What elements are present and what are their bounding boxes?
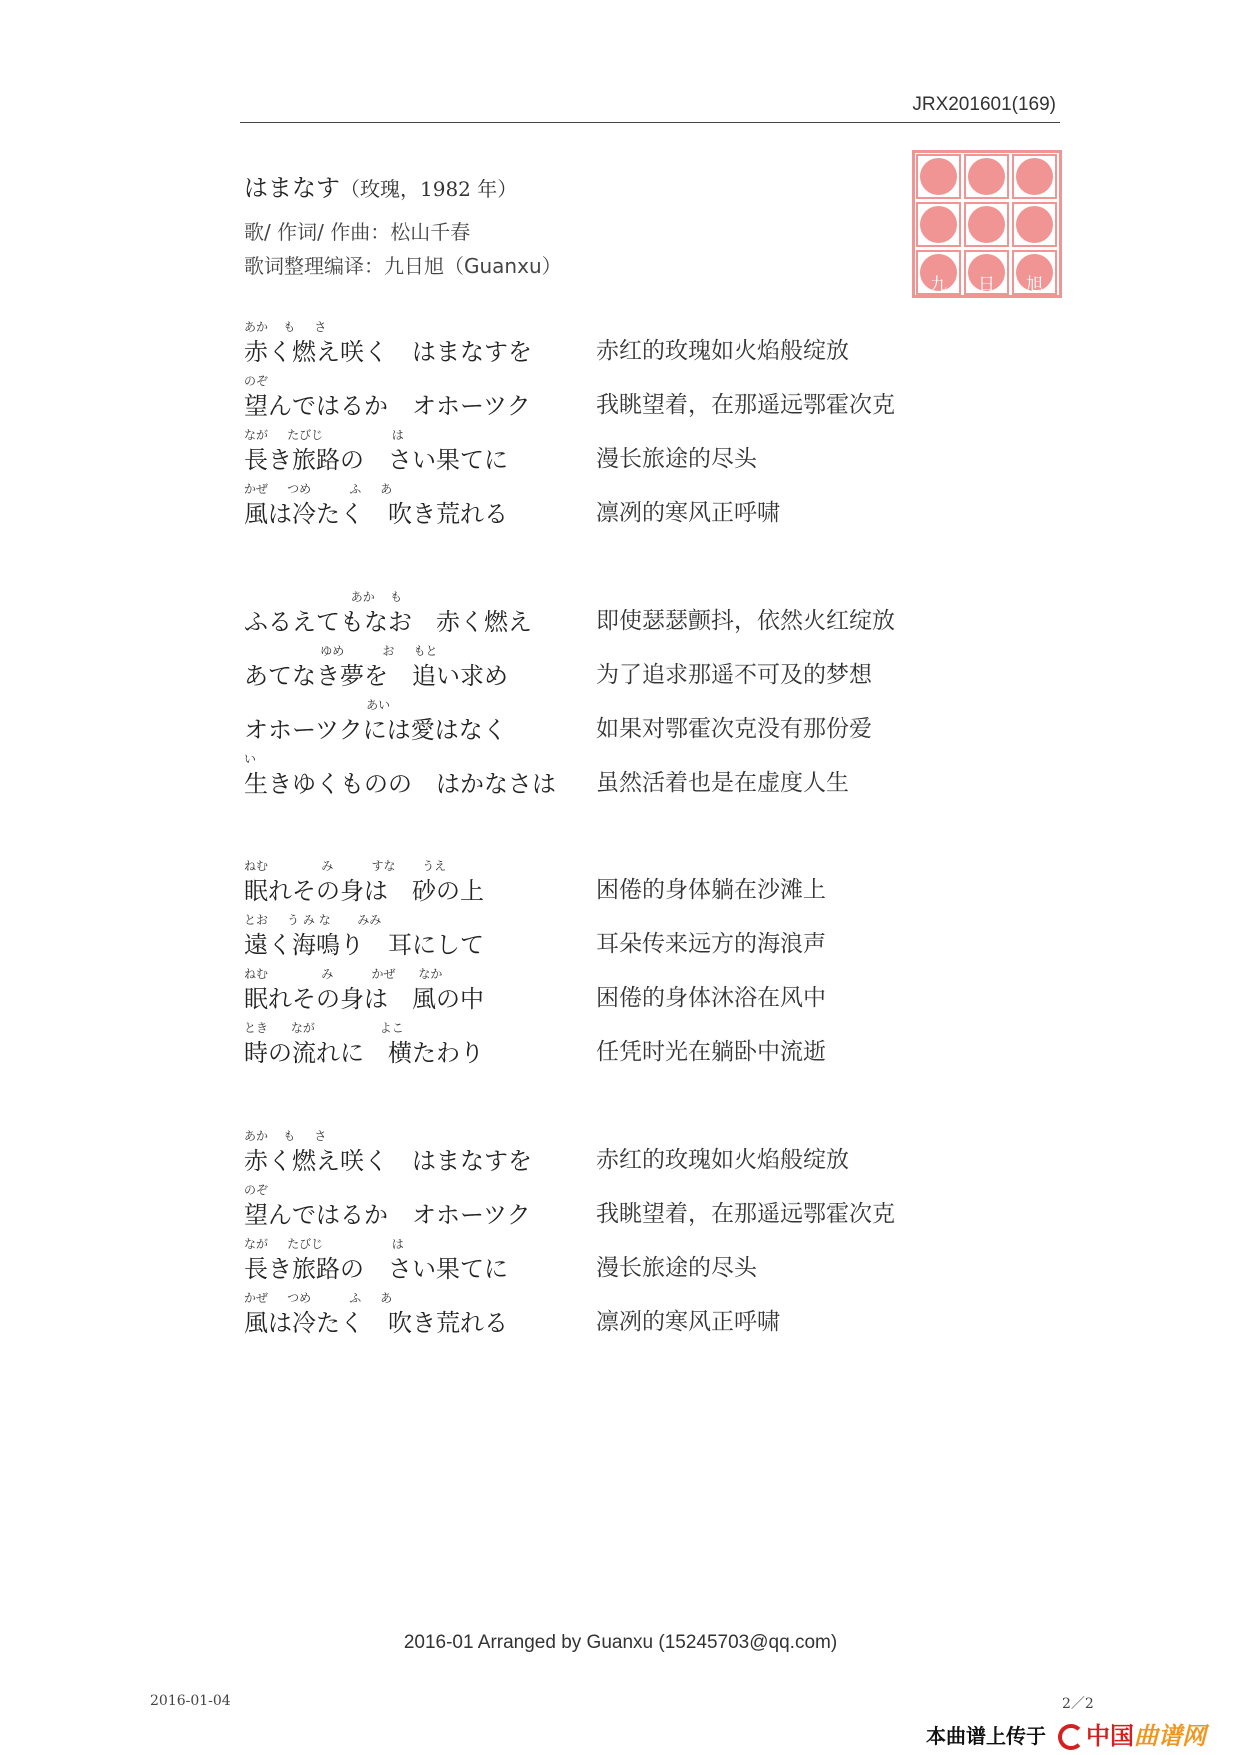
furigana: のぞ bbox=[244, 1183, 269, 1197]
lyric-line bbox=[244, 484, 984, 538]
furigana: あか も bbox=[244, 590, 403, 604]
lyric-japanese: 遠く海鳴り 耳にして bbox=[244, 931, 484, 959]
seal-cell bbox=[964, 154, 1009, 199]
furigana: あか も さ bbox=[244, 1129, 327, 1143]
seal-dot bbox=[1016, 158, 1053, 195]
lyric-line bbox=[244, 1185, 984, 1239]
lyric-japanese: オホーツクには愛はなく bbox=[244, 716, 507, 744]
lyric-line bbox=[244, 700, 984, 754]
lyric-japanese: 風は冷たく 吹き荒れる bbox=[244, 1309, 508, 1337]
furigana: あか も さ bbox=[244, 320, 327, 334]
seal-char: 日 bbox=[978, 275, 995, 295]
lyric-chinese: 耳朵传来远方的海浪声 bbox=[596, 931, 826, 957]
seal-cell bbox=[964, 250, 1009, 295]
furigana: なが たびじ は bbox=[244, 428, 404, 442]
furigana: あい bbox=[244, 698, 391, 712]
song-title-text: はまなす bbox=[244, 174, 340, 202]
furigana: ゆめ お もと bbox=[244, 644, 438, 658]
lyric-line bbox=[244, 1023, 984, 1077]
site-logo-icon bbox=[1058, 1724, 1084, 1750]
lyric-chinese: 即使瑟瑟颤抖，依然火红绽放 bbox=[596, 608, 895, 634]
seal-cell bbox=[916, 250, 961, 295]
lyric-japanese: 望んではるか オホーツク bbox=[244, 1201, 531, 1229]
lyric-line bbox=[244, 754, 984, 808]
lyric-japanese: 望んではるか オホーツク bbox=[244, 392, 531, 420]
furigana: かぜ つめ ふ あ bbox=[244, 482, 393, 496]
seal-cell bbox=[916, 202, 961, 247]
page-number: 2／2 bbox=[1062, 1696, 1094, 1712]
lyric-line bbox=[244, 1293, 984, 1347]
lyric-chinese: 困倦的身体躺在沙滩上 bbox=[596, 877, 826, 903]
furigana: い bbox=[244, 752, 257, 766]
lyric-chinese: 任凭时光在躺卧中流逝 bbox=[596, 1039, 826, 1065]
lyric-japanese: 生きゆくものの はかなさは bbox=[244, 770, 556, 798]
lyric-chinese: 我眺望着，在那遥远鄂霍次克 bbox=[596, 1201, 895, 1227]
credit-singer: 歌/ 作词/ 作曲：松山千春 bbox=[244, 220, 471, 244]
lyric-line bbox=[244, 322, 984, 376]
seal-dot bbox=[920, 206, 957, 243]
seal-cell bbox=[1012, 202, 1057, 247]
lyric-japanese: 眠れその身は 砂の上 bbox=[244, 877, 484, 905]
stanza-2 bbox=[244, 592, 984, 808]
arranged-by: 2016-01 Arranged by Guanxu (15245703@qq.com) bbox=[403, 1632, 838, 1653]
site-name-part2: 曲谱网 bbox=[1134, 1722, 1206, 1750]
seal-cell bbox=[916, 154, 961, 199]
name-seal bbox=[912, 150, 1062, 298]
furigana: とき なが よこ bbox=[244, 1021, 404, 1035]
lyric-japanese: 赤く燃え咲く はまなすを bbox=[244, 1147, 532, 1175]
song-title bbox=[244, 168, 517, 203]
lyric-line bbox=[244, 969, 984, 1023]
stanza-3 bbox=[244, 861, 984, 1077]
lyric-chinese: 如果对鄂霍次克没有那份爱 bbox=[596, 716, 872, 742]
lyric-chinese: 赤红的玫瑰如火焰般绽放 bbox=[596, 338, 849, 364]
lyric-chinese: 虽然活着也是在虚度人生 bbox=[596, 770, 849, 796]
lyric-japanese: 長き旅路の さい果てに bbox=[244, 446, 508, 474]
seal-cell bbox=[964, 202, 1009, 247]
lyric-chinese: 凛冽的寒风正呼啸 bbox=[596, 1309, 780, 1335]
stanza-4 bbox=[244, 1131, 984, 1347]
lyric-japanese: 時の流れに 横たわり bbox=[244, 1039, 484, 1067]
furigana: とお う み な みみ bbox=[244, 913, 382, 927]
lyric-chinese: 我眺望着，在那遥远鄂霍次克 bbox=[596, 392, 895, 418]
lyric-chinese: 困倦的身体沐浴在风中 bbox=[596, 985, 826, 1011]
furigana: ねむ み かぜ なか bbox=[244, 967, 443, 981]
lyric-chinese: 赤红的玫瑰如火焰般绽放 bbox=[596, 1147, 849, 1173]
site-logo-link[interactable] bbox=[1058, 1716, 1206, 1751]
lyric-line bbox=[244, 646, 984, 700]
lyric-japanese: 長き旅路の さい果てに bbox=[244, 1255, 508, 1283]
seal-char: 旭 bbox=[1026, 275, 1043, 295]
lyric-chinese: 漫长旅途的尽头 bbox=[596, 1255, 757, 1281]
lyric-japanese: 眠れその身は 風の中 bbox=[244, 985, 484, 1013]
upload-note: 本曲谱上传于 bbox=[926, 1724, 1046, 1748]
lyric-japanese: あてなき夢を 追い求め bbox=[244, 662, 508, 690]
furigana: ねむ み すな うえ bbox=[244, 859, 447, 873]
lyric-line bbox=[244, 376, 984, 430]
document-code: JRX201601(169) bbox=[912, 94, 1056, 115]
lyric-chinese: 凛冽的寒风正呼啸 bbox=[596, 500, 780, 526]
lyric-line bbox=[244, 430, 984, 484]
credit-editor: 歌词整理编译：九日旭（Guanxu） bbox=[244, 254, 562, 278]
seal-dot bbox=[968, 158, 1005, 195]
furigana: のぞ bbox=[244, 374, 269, 388]
seal-cell bbox=[1012, 250, 1057, 295]
lyric-line bbox=[244, 861, 984, 915]
lyric-japanese: ふるえてもなお 赤く燃え bbox=[244, 608, 532, 636]
seal-char: 九 bbox=[930, 275, 947, 295]
lyric-line bbox=[244, 915, 984, 969]
seal-dot bbox=[1016, 206, 1053, 243]
stanza-1 bbox=[244, 322, 984, 538]
seal-cell bbox=[1012, 154, 1057, 199]
furigana: なが たびじ は bbox=[244, 1237, 404, 1251]
lyric-japanese: 風は冷たく 吹き荒れる bbox=[244, 500, 508, 528]
lyric-line bbox=[244, 592, 984, 646]
seal-dot bbox=[968, 206, 1005, 243]
seal-dot bbox=[920, 158, 957, 195]
lyric-japanese: 赤く燃え咲く はまなすを bbox=[244, 338, 532, 366]
site-name-part1: 中国 bbox=[1086, 1722, 1134, 1750]
lyric-line bbox=[244, 1239, 984, 1293]
lyric-chinese: 为了追求那遥不可及的梦想 bbox=[596, 662, 872, 688]
lyric-line bbox=[244, 1131, 984, 1185]
song-title-note: （玫瑰，1982 年） bbox=[340, 177, 518, 201]
lyric-chinese: 漫长旅途的尽头 bbox=[596, 446, 757, 472]
header-rule bbox=[240, 122, 1060, 123]
furigana: かぜ つめ ふ あ bbox=[244, 1291, 393, 1305]
print-date: 2016-01-04 bbox=[150, 1693, 231, 1709]
